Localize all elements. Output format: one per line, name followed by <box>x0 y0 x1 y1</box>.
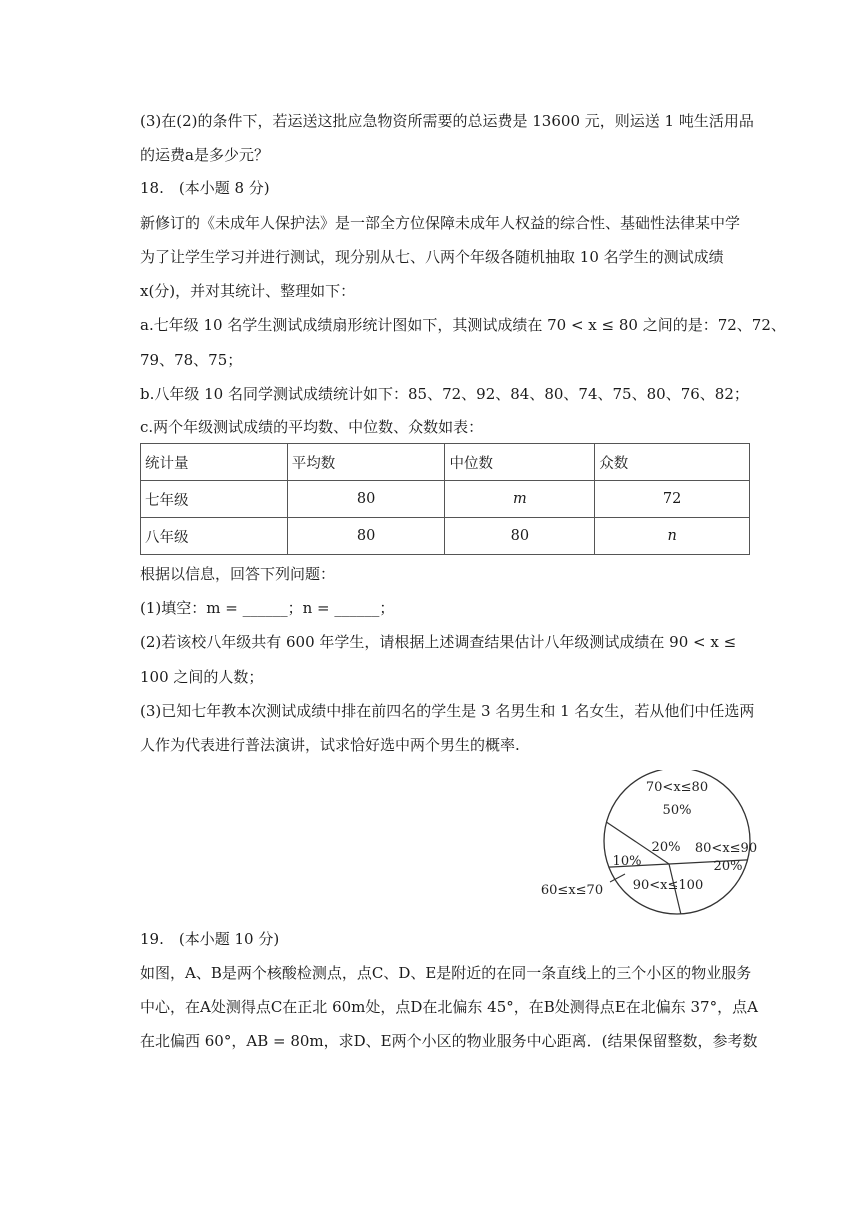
table-cell: 八年级 <box>141 518 288 555</box>
q18-p2-line1: (2)若该校八年级共有 600 年学生，请根据上述调查结果估计八年级测试成绩在 90 < x ≤ <box>140 633 737 651</box>
q17-part3-line1: (3)在(2)的条件下，若运送这批应急物资所需要的总运费是 13600 元，则运送 1 吨生活用品 <box>140 112 754 130</box>
q19-line1: 如图，A、B是两个核酸检测点，点C、D、E是附近的在同一条直线上的三个小区的物业服务 <box>140 964 752 982</box>
q18-header: 18. (本小题 8 分) <box>140 179 270 197</box>
q18-after-table: 根据以信息，回答下列问题： <box>140 565 336 583</box>
q18-a-line1: a.七年级 10 名学生测试成绩扇形统计图如下，其测试成绩在 70 < x ≤ 80 之间的是：72、72、 <box>140 316 786 334</box>
pie-slice-percent-label: 20% <box>651 840 681 855</box>
q18-p3-line2: 人作为代表进行普法演讲，试求恰好选中两个男生的概率. <box>140 736 520 754</box>
pie-slice-percent-label: 50% <box>662 803 692 818</box>
pie-slice-range-label: 90<x≤100 <box>632 878 704 893</box>
q19-line3: 在北偏西 60°，AB = 80m，求D、E两个小区的物业服务中心距离．(结果保留整数，参考数 <box>140 1032 758 1050</box>
pie-slice-percent-label: 10% <box>612 854 642 869</box>
table-cell: 七年级 <box>141 481 288 518</box>
q18-a-line2: 79、78、75； <box>140 351 243 369</box>
pie-slice-range-label: 60≤x≤70 <box>540 883 604 898</box>
q18-p1: (1)填空：m = ______；n = ______； <box>140 599 395 617</box>
q19-line2: 中心，在A处测得点C在正北 60m处，点D在北偏东 45°，在B处测得点E在北偏东 37°，点A <box>140 998 758 1016</box>
stats-table <box>140 443 750 555</box>
q18-intro-line2: 为了让学生学习并进行测试，现分别从七、八两个年级各随机抽取 10 名学生的测试成绩 <box>140 248 724 266</box>
table-cell: n <box>595 518 750 555</box>
table-header-row <box>141 444 750 481</box>
table-header-cell: 中位数 <box>445 444 595 481</box>
pie-slice-range-label: 70<x≤80 <box>645 780 709 795</box>
pie-slice-percent-label: 20% <box>713 859 743 874</box>
table-header-cell: 平均数 <box>287 444 445 481</box>
table-row <box>141 481 750 518</box>
q18-intro-line1: 新修订的《未成年人保护法》是一部全方位保障未成年人权益的综合性、基础性法律某中学 <box>140 214 741 232</box>
q18-b-line: b.八年级 10 名同学测试成绩统计如下：85、72、92、84、80、74、75、80、76、82； <box>140 385 749 403</box>
table-cell: 80 <box>445 518 595 555</box>
pie-slice-range-label: 80<x≤90 <box>694 841 758 856</box>
table-header-cell: 统计量 <box>141 444 288 481</box>
q18-p3-line1: (3)已知七年教本次测试成绩中排在前四名的学生是 3 名男生和 1 名女生，若从他们中任选两 <box>140 702 755 720</box>
q18-intro-line3: x(分)，并对其统计、整理如下： <box>140 282 356 300</box>
table-cell: m <box>445 481 595 518</box>
q18-c-line: c.两个年级测试成绩的平均数、中位数、众数如表： <box>140 418 484 436</box>
q17-part3-line2: 的运费a是多少元？ <box>140 146 269 164</box>
table-header-cell: 众数 <box>595 444 750 481</box>
q19-header: 19. (本小题 10 分) <box>140 930 280 948</box>
table-row <box>141 518 750 555</box>
pie-chart <box>535 770 760 915</box>
table-cell: 80 <box>287 481 445 518</box>
table-cell: 72 <box>595 481 750 518</box>
table-cell: 80 <box>287 518 445 555</box>
q18-p2-line2: 100 之间的人数； <box>140 668 264 686</box>
